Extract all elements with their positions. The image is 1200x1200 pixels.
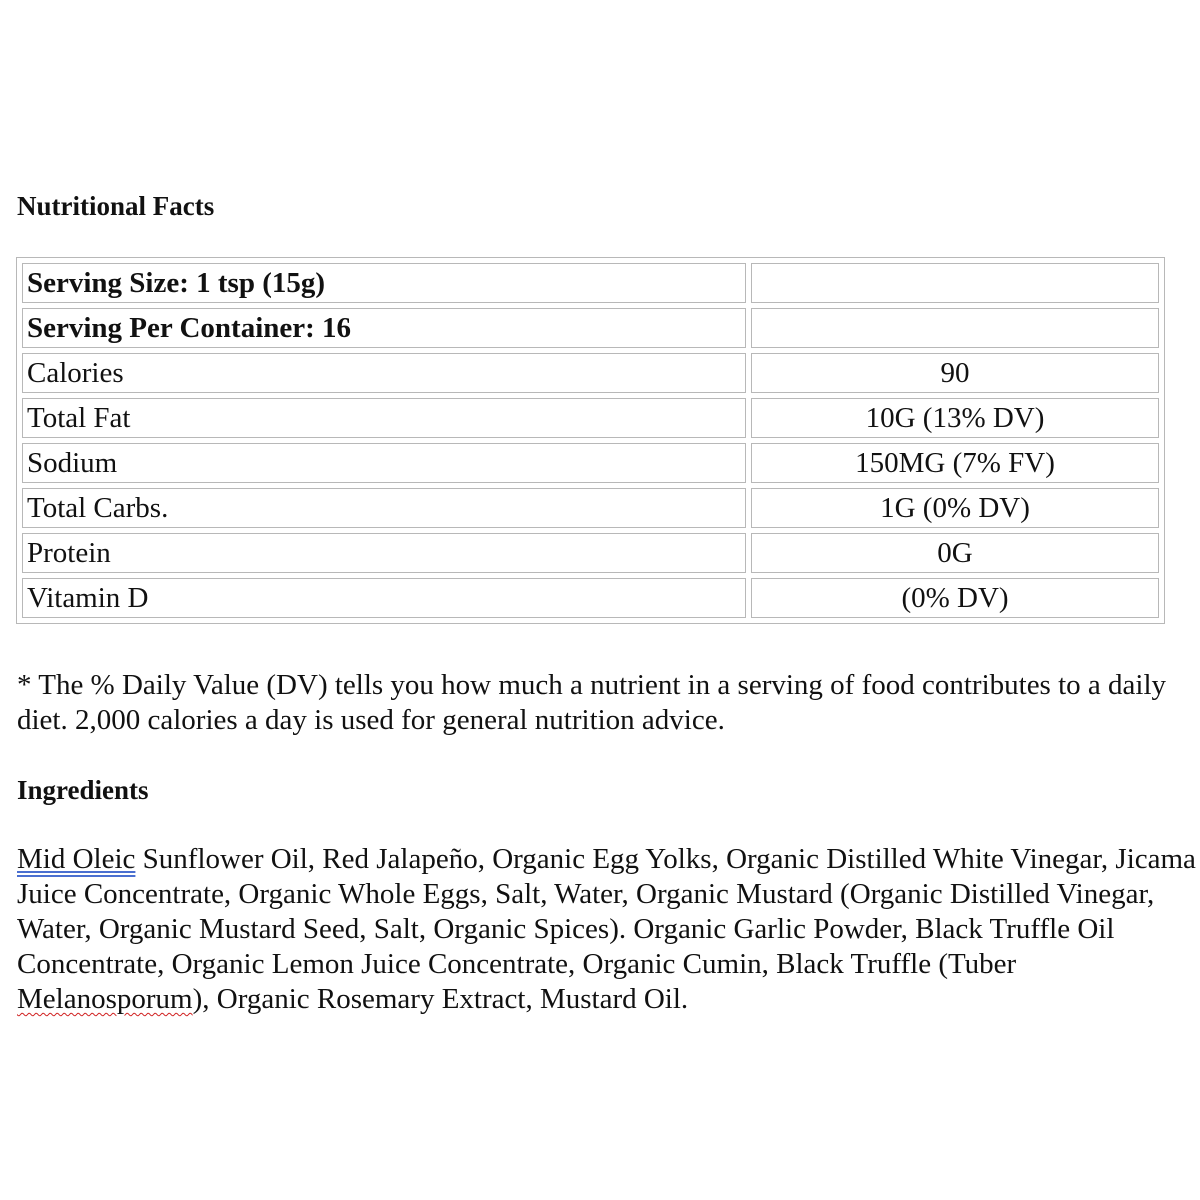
ingredient-melanosporum: Melanosporum [17, 983, 193, 1015]
nutrition-label-cell: Serving Size: 1 tsp (15g) [22, 263, 746, 303]
daily-value-footnote: * The % Daily Value (DV) tells you how much a nutrient in a serving of food contributes to a daily diet. 2,000 calories a day is used for general nutrition advice. [17, 669, 1167, 736]
nutrition-value-cell: 10G (13% DV) [751, 398, 1159, 438]
nutrition-row [22, 488, 1159, 528]
nutrition-row [22, 443, 1159, 483]
nutrition-value-cell: 90 [751, 353, 1159, 393]
nutrition-row [22, 308, 1159, 348]
nutrition-label-cell: Serving Per Container: 16 [22, 308, 746, 348]
nutrition-row [22, 353, 1159, 393]
nutrition-row [22, 263, 1159, 303]
ingredients-list-end: ), Organic Rosemary Extract, Mustard Oil. [192, 983, 689, 1015]
nutrition-facts-body [22, 263, 1159, 618]
ingredient-mid-oleic: Mid Oleic [17, 843, 136, 875]
nutrition-value-cell [751, 308, 1159, 348]
nutrition-row [22, 533, 1159, 573]
nutrition-row [22, 398, 1159, 438]
ingredients-heading: Ingredients [17, 775, 149, 805]
nutrition-label-cell: Sodium [22, 443, 746, 483]
nutrition-label-cell: Calories [22, 353, 746, 393]
nutrition-label-cell: Vitamin D [22, 578, 746, 618]
ingredients-list-part: Sunflower Oil, Red Jalapeño, Organic Egg Yolks, Organic Distilled White Vinegar, Jicama Juice Concentrate, Organic Whole Eggs, Salt, Water, Organic Mustard (Organic Distilled Vinegar, Water, Organic Mustard Seed, Salt, Organic Spices). Organic Garlic Powder, Black Truffle Oil Concentrate, Organic Lemon Juice Concentrate, Organic Cumin, Black Truffle (Tuber [17, 843, 1196, 980]
nutrition-value-cell: (0% DV) [751, 578, 1159, 618]
nutrition-value-cell [751, 263, 1159, 303]
nutrition-label-cell: Total Fat [22, 398, 746, 438]
nutrition-value-cell: 0G [751, 533, 1159, 573]
nutrition-value-cell: 150MG (7% FV) [751, 443, 1159, 483]
ingredients-text [17, 842, 1197, 1017]
nutrition-label-cell: Total Carbs. [22, 488, 746, 528]
nutrition-facts-heading: Nutritional Facts [17, 191, 215, 221]
nutrition-value-cell: 1G (0% DV) [751, 488, 1159, 528]
nutrition-label-cell: Protein [22, 533, 746, 573]
nutrition-facts-table [16, 257, 1165, 624]
nutrition-row [22, 578, 1159, 618]
